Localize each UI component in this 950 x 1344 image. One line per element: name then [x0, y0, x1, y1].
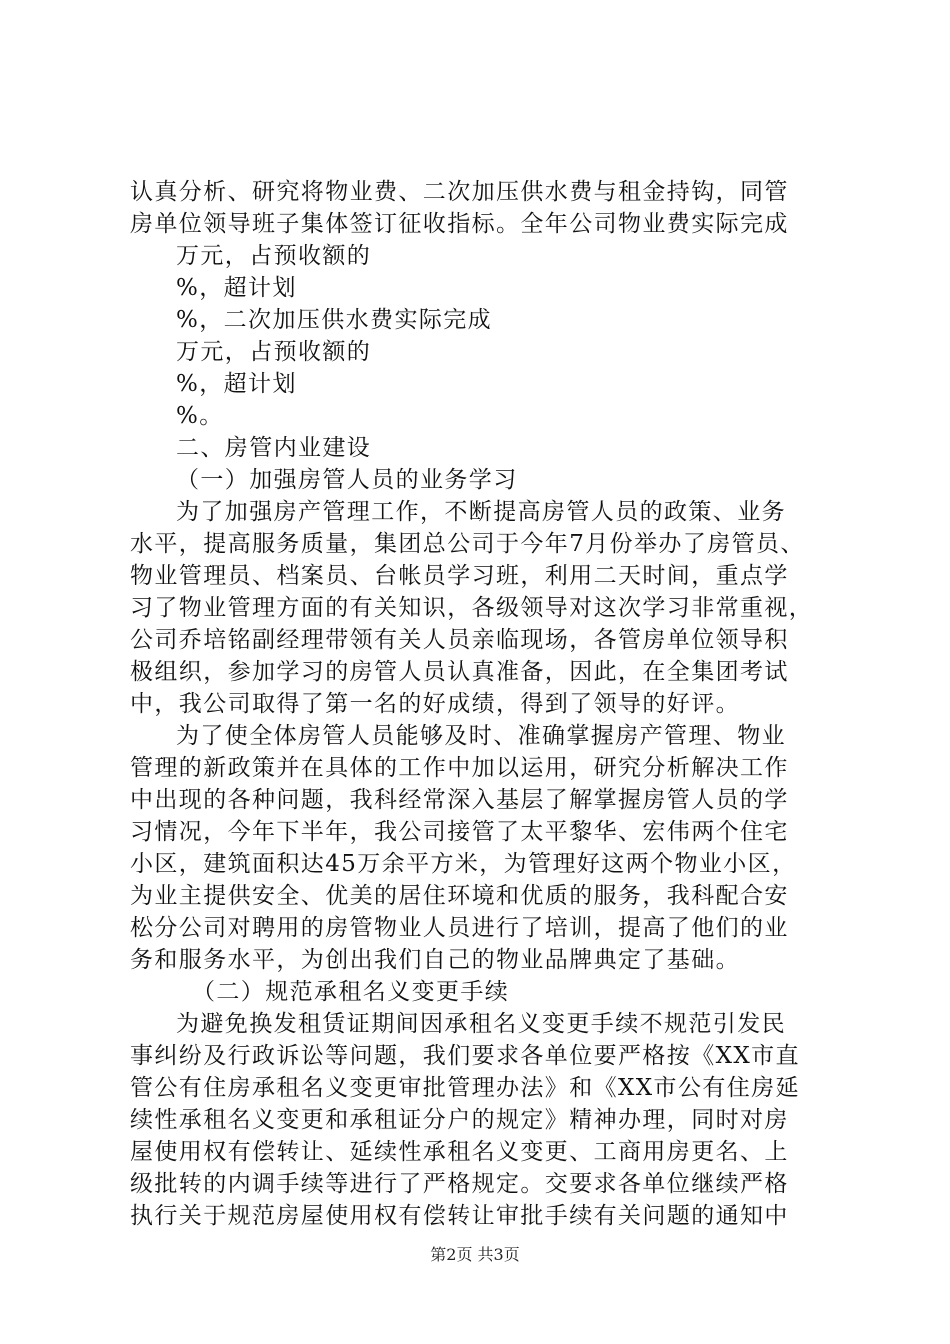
text-line: （一）加强房管人员的业务学习 [176, 467, 518, 493]
text-line: 续性承租名义变更和承租证分户的规定》精神办理，同时对房 [130, 1107, 789, 1133]
text-line: 物业管理员、档案员、台帐员学习班，利用二天时间，重点学 [130, 563, 789, 589]
text-line: 为避免换发租赁证期间因承租名义变更手续不规范引发民 [176, 1011, 786, 1037]
text-line: 松分公司对聘用的房管物业人员进行了培训，提高了他们的业 [130, 915, 789, 941]
text-line: 为了使全体房管人员能够及时、准确掌握房产管理、物业 [176, 723, 786, 749]
text-line: 认真分析、研究将物业费、二次加压供水费与租金持钩，同管 [130, 179, 789, 205]
document-body [130, 176, 830, 1232]
text-line: 习了物业管理方面的有关知识，各级领导对这次学习非常重视， [130, 595, 814, 621]
text-line: （二）规范承租名义变更手续 [192, 979, 510, 1005]
text-line: 习情况，今年下半年，我公司接管了太平黎华、宏伟两个住宅 [130, 819, 789, 845]
text-line: 管理的新政策并在具体的工作中加以运用，研究分析解决工作 [130, 755, 789, 781]
text-line: 为了加强房产管理工作，不断提高房管人员的政策、业务 [176, 499, 786, 525]
text-line: 务和服务水平，为创出我们自己的物业品牌典定了基础。 [130, 947, 740, 973]
text-line: 万元，占预收额的 [176, 339, 372, 365]
text-line: 小区，建筑面积达45万余平方米，为管理好这两个物业小区， [130, 851, 797, 877]
text-line: 为业主提供安全、优美的居住环境和优质的服务，我科配合安 [130, 883, 789, 909]
text-line: 事纠纷及行政诉讼等问题，我们要求各单位要严格按《XX市直 [130, 1043, 800, 1069]
text-line: %，超计划 [176, 371, 297, 397]
text-line: 二、房管内业建设 [176, 435, 372, 461]
text-line: 公司乔培铭副经理带领有关人员亲临现场，各管房单位领导积 [130, 627, 789, 653]
text-line: 房单位领导班子集体签订征收指标。全年公司物业费实际完成 [130, 211, 789, 237]
text-line: 中出现的各种问题，我科经常深入基层了解掌握房管人员的学 [130, 787, 789, 813]
text-line: %。 [176, 403, 224, 429]
text-line: %，超计划 [176, 275, 297, 301]
text-line: 极组织，参加学习的房管人员认真准备，因此，在全集团考试 [130, 659, 789, 685]
text-line: %，二次加压供水费实际完成 [176, 307, 493, 333]
text-line: 万元，占预收额的 [176, 243, 372, 269]
page-footer: 第2页 共3页 [430, 1245, 520, 1264]
text-line: 级批转的内调手续等进行了严格规定。交要求各单位继续严格 [130, 1171, 789, 1197]
text-line: 水平，提高服务质量，集团总公司于今年7月份举办了房管员、 [130, 531, 805, 557]
text-line: 屋使用权有偿转让、延续性承租名义变更、工商用房更名、上 [130, 1139, 789, 1165]
text-line: 执行关于规范房屋使用权有偿转让审批手续有关问题的通知中 [130, 1203, 789, 1229]
text-line: 管公有住房承租名义变更审批管理办法》和《XX市公有住房延 [130, 1075, 800, 1101]
text-line: 中，我公司取得了第一名的好成绩，得到了领导的好评。 [130, 691, 740, 717]
